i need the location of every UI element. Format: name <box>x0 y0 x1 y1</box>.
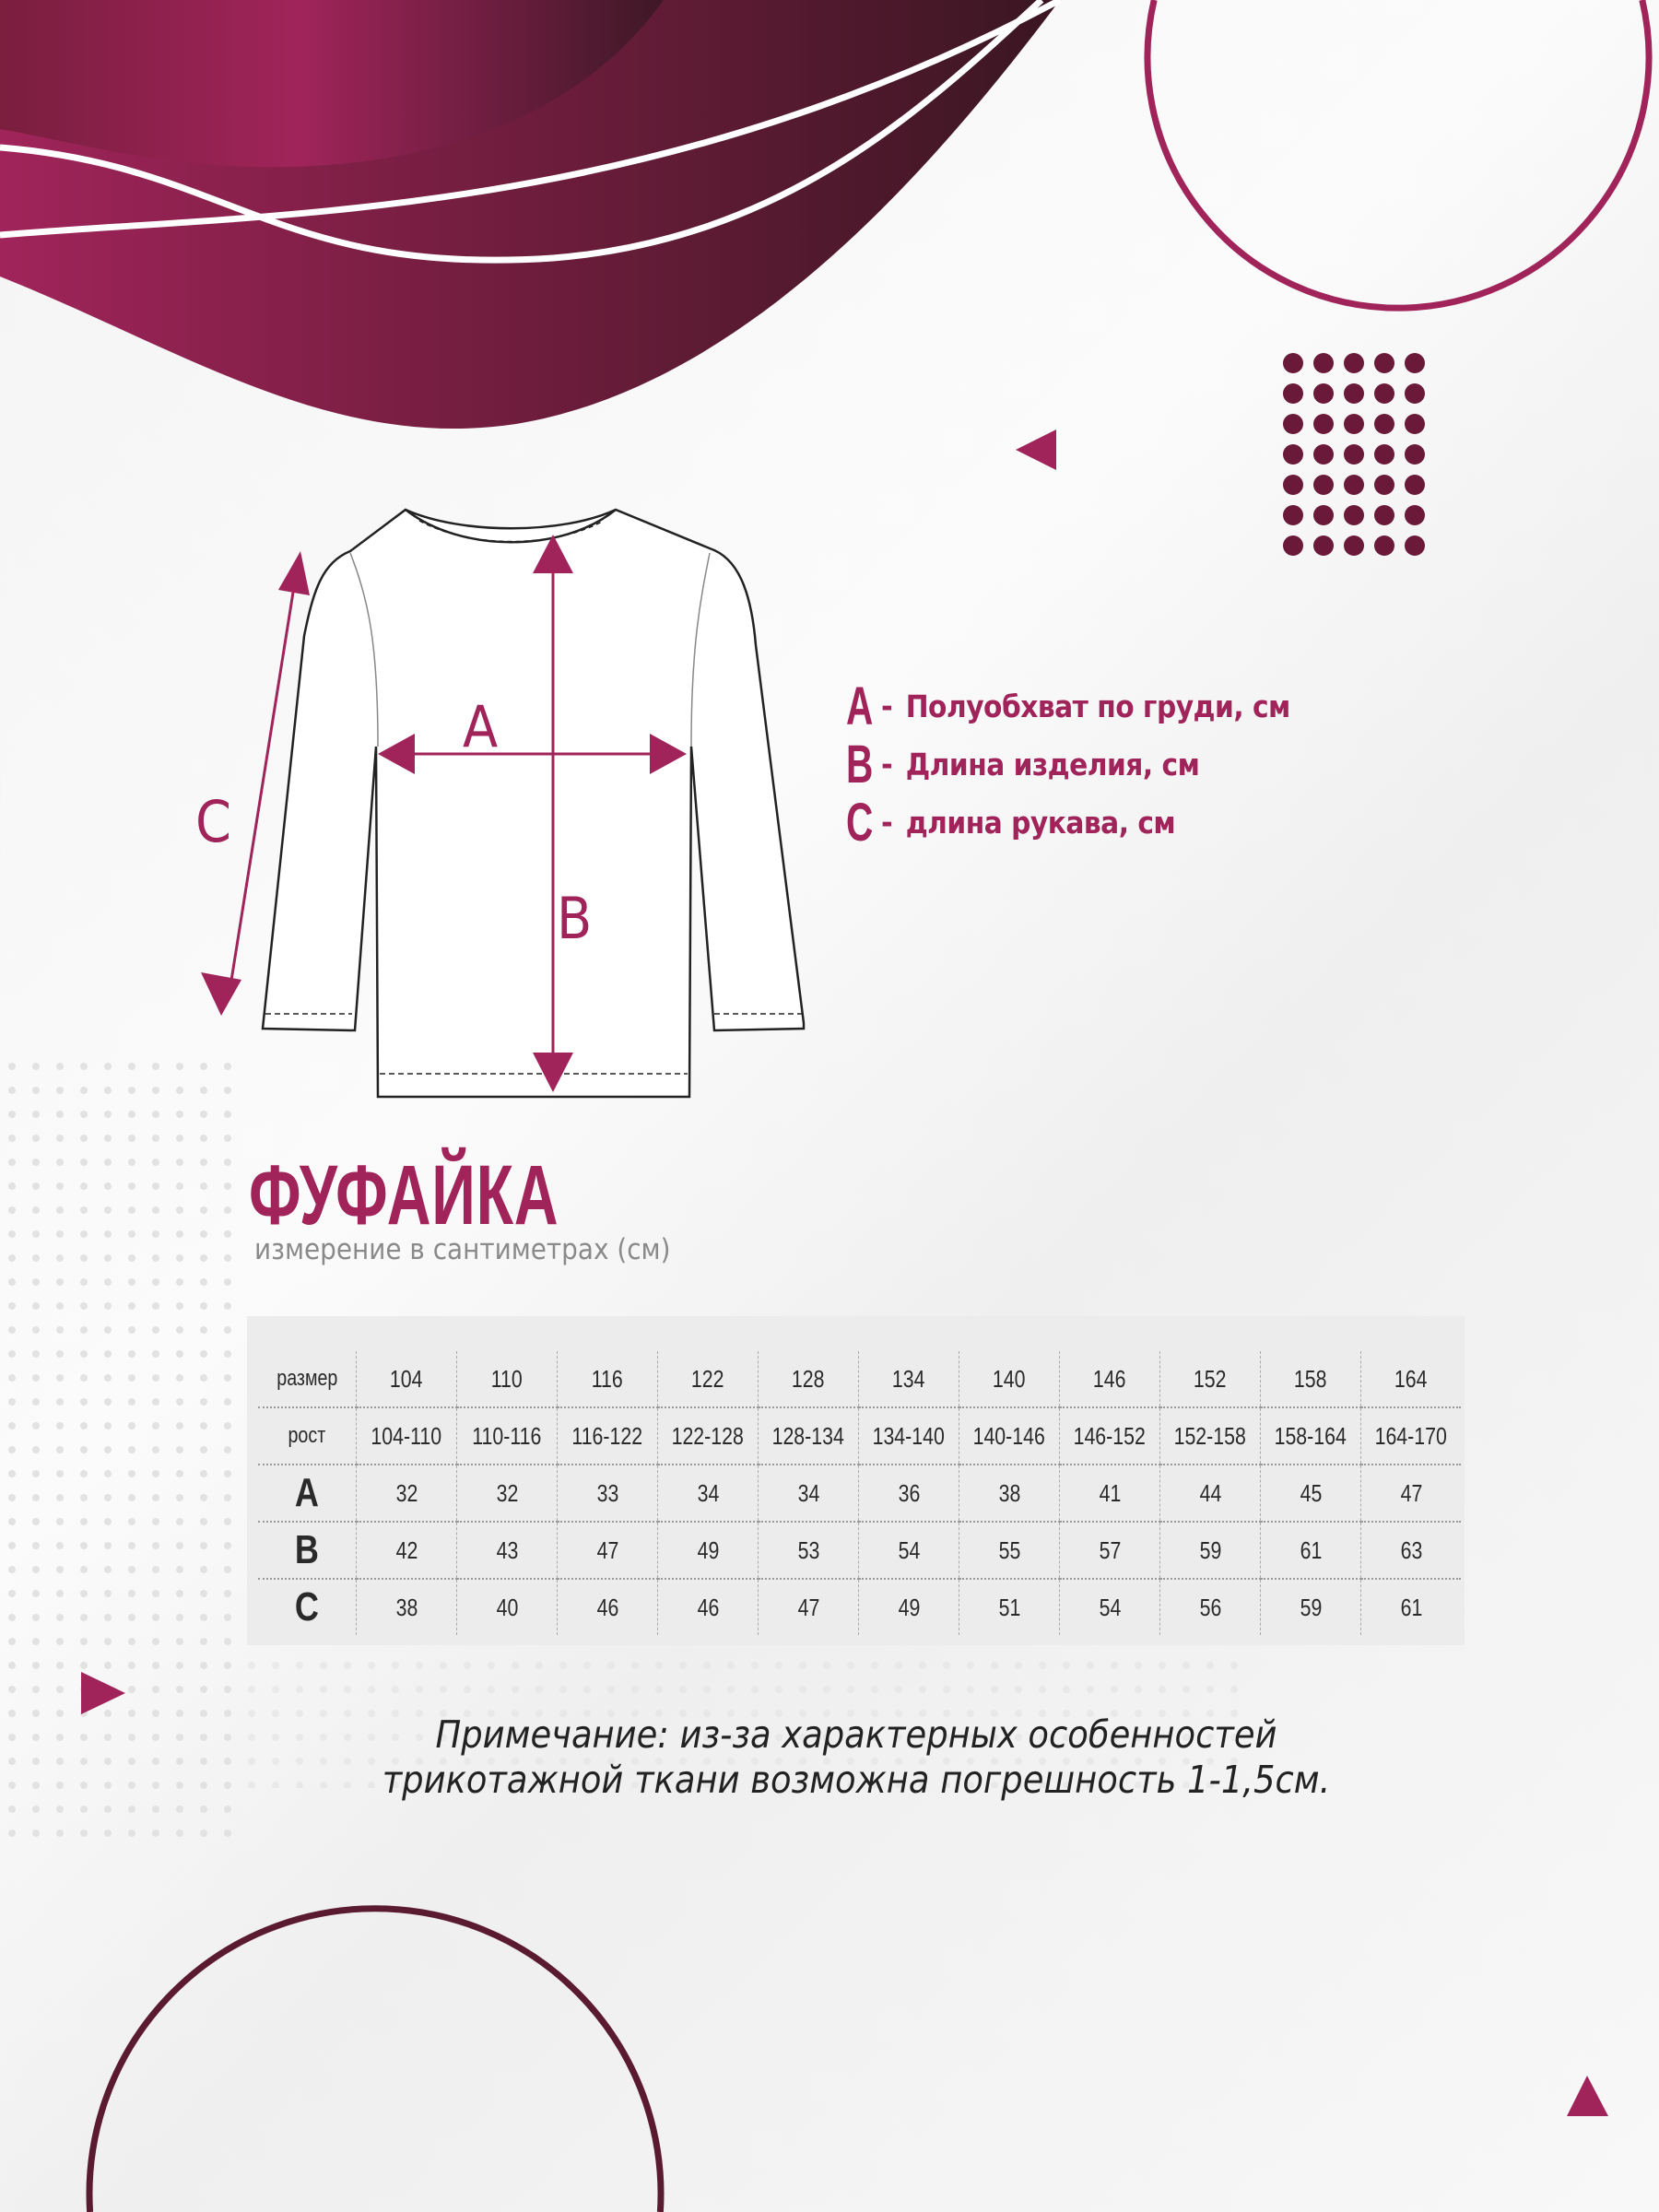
legend-dash: - <box>881 746 893 783</box>
table-cell <box>959 1351 1060 1407</box>
legend-text: Полуобхват по груди, см <box>905 688 1290 724</box>
dot <box>1283 353 1303 373</box>
dot <box>1405 414 1425 434</box>
cell-value: 47 <box>797 1593 819 1621</box>
cell-value: 32 <box>496 1478 518 1507</box>
dot <box>1283 535 1303 556</box>
table-cell <box>357 1522 457 1579</box>
cell-value: 122-128 <box>671 1421 745 1450</box>
table-cell <box>558 1407 658 1465</box>
dot <box>1313 383 1334 404</box>
cell-value: 40 <box>496 1593 518 1621</box>
dot <box>1313 535 1334 556</box>
table-cell <box>759 1465 859 1522</box>
cell-value: 45 <box>1300 1478 1322 1507</box>
table-cell <box>759 1351 859 1407</box>
cell-value: 59 <box>1300 1593 1322 1621</box>
cell-value: 134 <box>892 1364 925 1393</box>
dot <box>1313 444 1334 465</box>
table-cell <box>859 1522 959 1579</box>
table-cell <box>859 1351 959 1407</box>
table-cell <box>658 1351 759 1407</box>
table-cell <box>859 1465 959 1522</box>
cell-value: 104 <box>390 1364 423 1393</box>
table-cell <box>759 1522 859 1579</box>
table-cell <box>357 1351 457 1407</box>
dot <box>1283 444 1303 465</box>
cell-value: 152 <box>1194 1364 1227 1393</box>
cell-value: 34 <box>797 1478 819 1507</box>
table-cell <box>1361 1579 1462 1635</box>
table-cell <box>558 1522 658 1579</box>
table-row <box>258 1407 1461 1465</box>
row-header <box>258 1465 357 1522</box>
cell-value: 146-152 <box>1073 1421 1147 1450</box>
table-cell <box>658 1522 759 1579</box>
table-cell <box>1361 1522 1462 1579</box>
row-header-text: рост <box>288 1423 326 1448</box>
table-cell <box>357 1407 457 1465</box>
dot-grid <box>1283 353 1425 556</box>
table-cell <box>759 1407 859 1465</box>
cell-value: 38 <box>395 1593 418 1621</box>
triangle-left <box>1016 429 1056 470</box>
legend-letter: C <box>846 793 874 853</box>
legend-dash: - <box>881 688 893 725</box>
table-cell <box>959 1465 1060 1522</box>
page-subtitle: измерение в сантиметрах (см) <box>254 1233 671 1266</box>
table-cell <box>1060 1351 1160 1407</box>
dot <box>1313 353 1334 373</box>
label-a: A <box>463 693 499 760</box>
table-cell <box>1060 1522 1160 1579</box>
cell-value: 128 <box>792 1364 825 1393</box>
cell-value: 59 <box>1199 1535 1221 1564</box>
table-cell <box>1261 1351 1361 1407</box>
triangle-up <box>1567 2076 1608 2116</box>
cell-value: 164-170 <box>1374 1421 1448 1450</box>
note-line: трикотажной ткани возможна погрешность 1-1,5см. <box>382 1758 1331 1802</box>
row-header <box>258 1407 357 1465</box>
row-header-text: A <box>294 1470 320 1515</box>
cell-value: 49 <box>697 1535 719 1564</box>
table-cell <box>658 1407 759 1465</box>
table-cell <box>1160 1465 1261 1522</box>
dot <box>1374 535 1394 556</box>
table-cell <box>457 1407 558 1465</box>
cell-value: 53 <box>797 1535 819 1564</box>
dot <box>1344 383 1364 404</box>
dot <box>1405 535 1425 556</box>
label-b: B <box>557 885 593 952</box>
row-header <box>258 1579 357 1635</box>
cell-value: 34 <box>697 1478 719 1507</box>
table-cell <box>658 1465 759 1522</box>
cell-value: 116 <box>591 1364 623 1393</box>
dot <box>1405 505 1425 525</box>
legend-text: длина рукава, см <box>905 805 1176 841</box>
cell-value: 110-116 <box>472 1421 542 1450</box>
dot <box>1374 505 1394 525</box>
cell-value: 158 <box>1294 1364 1327 1393</box>
table-cell <box>859 1579 959 1635</box>
cell-value: 32 <box>395 1478 418 1507</box>
cell-value: 110 <box>490 1364 523 1393</box>
row-header <box>258 1522 357 1579</box>
dot <box>1344 475 1364 495</box>
cell-value: 56 <box>1199 1593 1221 1621</box>
cell-value: 140 <box>993 1364 1026 1393</box>
row-header-text: размер <box>276 1366 338 1391</box>
dot <box>1283 414 1303 434</box>
cell-value: 54 <box>1099 1593 1121 1621</box>
cell-value: 41 <box>1099 1478 1121 1507</box>
dot <box>1344 535 1364 556</box>
row-header <box>258 1351 357 1407</box>
table-row <box>258 1579 1461 1635</box>
table-cell <box>357 1465 457 1522</box>
dot <box>1283 505 1303 525</box>
legend-item <box>846 794 1290 852</box>
dot <box>1313 475 1334 495</box>
table-cell <box>1261 1579 1361 1635</box>
legend-letter: B <box>846 735 874 794</box>
row-header-text: B <box>294 1527 320 1572</box>
table-row <box>258 1351 1461 1407</box>
legend <box>846 677 1290 852</box>
table-cell <box>457 1522 558 1579</box>
cell-value: 158-164 <box>1274 1421 1347 1450</box>
table-cell <box>1060 1407 1160 1465</box>
cell-value: 146 <box>1093 1364 1126 1393</box>
table-cell <box>558 1351 658 1407</box>
arrow-up-icon <box>278 551 310 595</box>
note-line: Примечание: из-за характерных особенностей <box>435 1712 1277 1757</box>
table-cell <box>1261 1465 1361 1522</box>
legend-text: Длина изделия, см <box>905 747 1200 782</box>
circle-outline <box>89 1909 661 2212</box>
cell-value: 36 <box>898 1478 920 1507</box>
table-cell <box>558 1579 658 1635</box>
table-cell <box>1261 1522 1361 1579</box>
cell-value: 164 <box>1394 1364 1428 1393</box>
circle-outline <box>1147 0 1649 308</box>
shirt-diagram <box>263 510 804 1097</box>
cell-value: 42 <box>395 1535 418 1564</box>
cell-value: 51 <box>998 1593 1020 1621</box>
cell-value: 38 <box>998 1478 1020 1507</box>
dot <box>1283 475 1303 495</box>
cell-value: 47 <box>596 1535 618 1564</box>
cell-value: 61 <box>1400 1593 1422 1621</box>
dot <box>1344 505 1364 525</box>
table-cell <box>1361 1407 1462 1465</box>
legend-item <box>846 735 1290 794</box>
cell-value: 116-122 <box>571 1421 643 1450</box>
table-cell <box>1160 1522 1261 1579</box>
cell-value: 61 <box>1300 1535 1322 1564</box>
table-cell <box>1261 1407 1361 1465</box>
table-cell <box>558 1465 658 1522</box>
dot <box>1344 414 1364 434</box>
page-title: ФУФАЙКА <box>249 1148 559 1242</box>
table-cell <box>1060 1465 1160 1522</box>
cell-value: 128-134 <box>771 1421 845 1450</box>
table-cell <box>658 1579 759 1635</box>
cell-value: 43 <box>496 1535 518 1564</box>
table-cell <box>1160 1351 1261 1407</box>
legend-item <box>846 677 1290 735</box>
table-cell <box>1060 1579 1160 1635</box>
table-cell <box>859 1407 959 1465</box>
cell-value: 46 <box>596 1593 618 1621</box>
table-cell <box>457 1465 558 1522</box>
cell-value: 140-146 <box>972 1421 1046 1450</box>
dot <box>1344 353 1364 373</box>
table-cell <box>457 1579 558 1635</box>
table-cell <box>959 1407 1060 1465</box>
table-row <box>258 1522 1461 1579</box>
row-header-text: C <box>294 1584 320 1630</box>
cell-value: 55 <box>998 1535 1020 1564</box>
table-cell <box>1160 1579 1261 1635</box>
dot <box>1374 475 1394 495</box>
cell-value: 122 <box>691 1364 724 1393</box>
dot <box>1313 505 1334 525</box>
table-cell <box>1361 1465 1462 1522</box>
table-cell <box>457 1351 558 1407</box>
cell-value: 49 <box>898 1593 920 1621</box>
legend-letter: A <box>846 677 874 736</box>
dot <box>1283 383 1303 404</box>
label-c: C <box>195 788 231 855</box>
cell-value: 134-140 <box>872 1421 946 1450</box>
dot <box>1374 353 1394 373</box>
table-row <box>258 1465 1461 1522</box>
dot <box>1405 444 1425 465</box>
dot <box>1313 414 1334 434</box>
dot <box>1405 353 1425 373</box>
table-cell <box>959 1579 1060 1635</box>
cell-value: 46 <box>697 1593 719 1621</box>
dot <box>1405 475 1425 495</box>
cell-value: 152-158 <box>1173 1421 1247 1450</box>
cell-value: 54 <box>898 1535 920 1564</box>
table-cell <box>1160 1407 1261 1465</box>
table-cell <box>357 1579 457 1635</box>
cell-value: 63 <box>1400 1535 1422 1564</box>
cell-value: 33 <box>596 1478 618 1507</box>
cell-value: 104-110 <box>371 1421 442 1450</box>
table-cell <box>1361 1351 1462 1407</box>
dot <box>1374 444 1394 465</box>
cell-value: 44 <box>1199 1478 1221 1507</box>
dot <box>1374 383 1394 404</box>
dot <box>1405 383 1425 404</box>
table-cell <box>759 1579 859 1635</box>
arrow-down-icon <box>201 972 241 1016</box>
legend-dash: - <box>881 804 893 841</box>
dot <box>1374 414 1394 434</box>
size-table <box>247 1316 1465 1645</box>
cell-value: 57 <box>1099 1535 1121 1564</box>
dot <box>1344 444 1364 465</box>
table-cell <box>959 1522 1060 1579</box>
cell-value: 47 <box>1400 1478 1422 1507</box>
note <box>0 1712 1659 1803</box>
